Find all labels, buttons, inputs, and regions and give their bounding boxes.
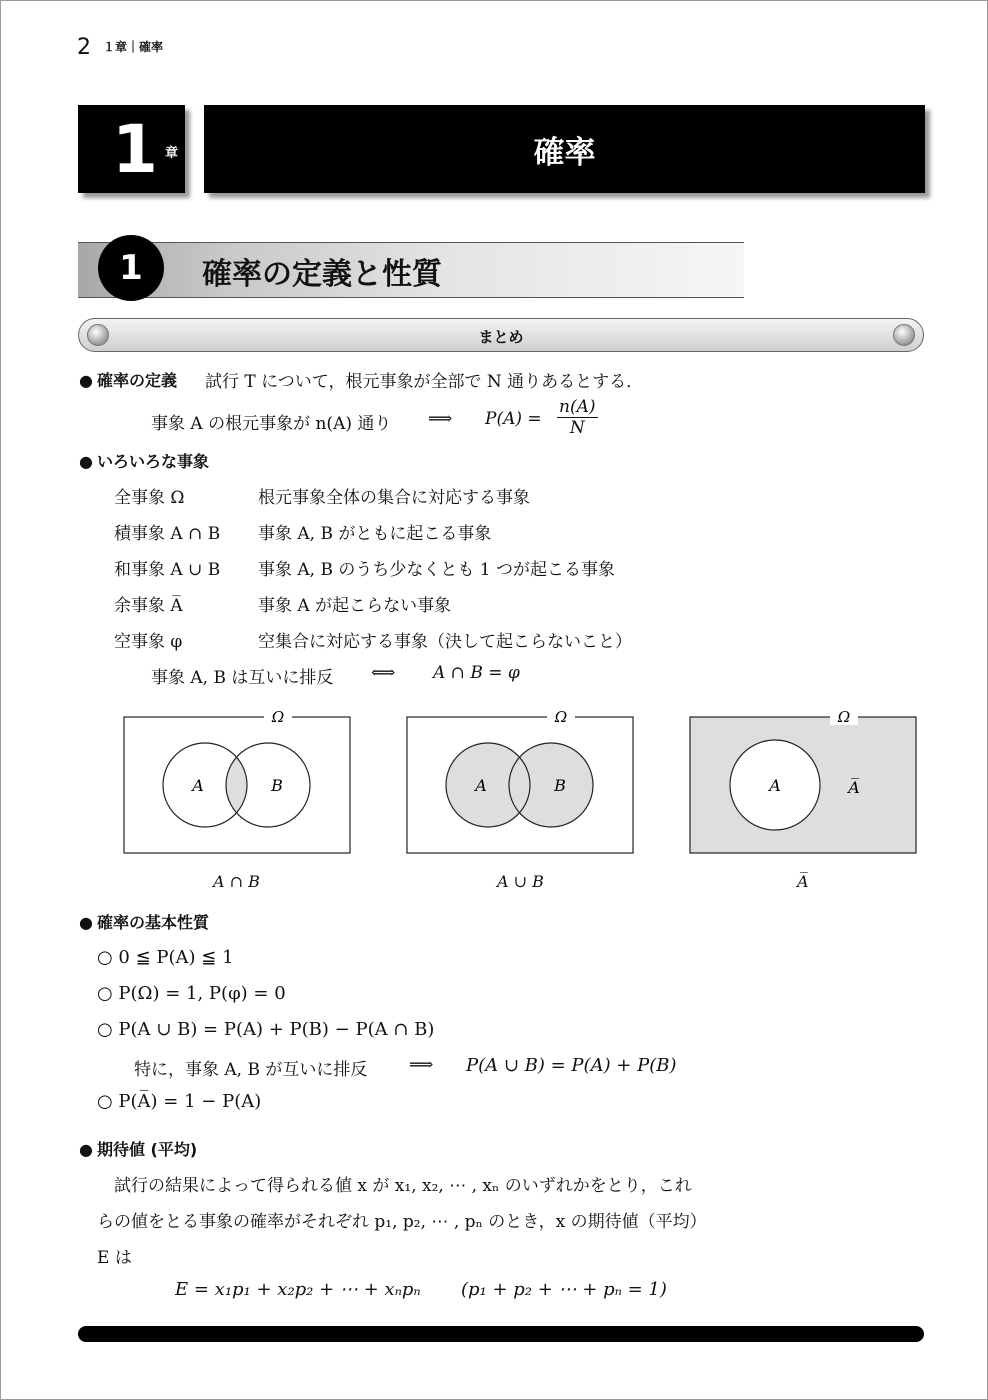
implies-arrow: ⟹ [409, 1055, 434, 1075]
section-title: 確率の定義と性質 [202, 257, 442, 292]
probability-fraction [557, 397, 598, 438]
property-item: ○ P(A̅) = 1 − P(A) [97, 1091, 262, 1112]
summary-label: まとめ [478, 328, 524, 346]
summary-bar [78, 318, 924, 352]
expectation-line-3: E は [97, 1248, 132, 1268]
event-desc: 根元事象全体の集合に対応する事象 [258, 488, 530, 508]
exclusive-right: A ∩ B = φ [433, 663, 520, 683]
chapter-title: 確率 [204, 105, 925, 193]
event-name: 積事象 A ∩ B [114, 524, 221, 544]
bullet-icon: ● [79, 371, 93, 390]
right-knob-icon [893, 324, 915, 346]
chapter-suffix: 章 [165, 146, 179, 161]
property-item: ○ P(Ω) = 1, P(φ) = 0 [97, 983, 286, 1004]
page-number: 2 [77, 35, 91, 60]
exclusive-left: 事象 A, B は互いに排反 [151, 668, 334, 688]
event-name: 空事象 φ [114, 632, 183, 652]
event-desc: 事象 A が起こらない事象 [258, 596, 452, 616]
expectation-heading: ● 期待値 (平均) [79, 1140, 198, 1159]
event-desc: 空集合に対応する事象（決して起こらないこと） [258, 632, 632, 652]
event-desc: 事象 A, B のうち少なくとも 1 つが起こる事象 [258, 560, 616, 580]
fraction-numerator: n(A) [559, 397, 596, 417]
bullet-icon: ● [79, 913, 93, 932]
set-a-label: A [769, 776, 781, 795]
definition-formula-left: 事象 A の根元事象が n(A) 通り [151, 414, 392, 434]
venn-caption: A ∪ B [497, 872, 544, 891]
universe-label: Ω [837, 708, 851, 726]
special-left: 特に，事象 A, B が互いに排反 [134, 1060, 368, 1080]
venn-caption: A ∩ B [213, 872, 260, 891]
definition-text: 試行 T について，根元事象が全部で N 通りあるとする． [205, 372, 644, 392]
set-b-label: B [271, 776, 283, 795]
set-a-label: A [475, 776, 487, 795]
expectation-condition: (p₁ + p₂ + ⋯ + pₙ = 1) [461, 1279, 667, 1300]
running-header [77, 35, 163, 60]
event-name: 余事象 A̅ [114, 596, 183, 616]
running-section-label: １章｜確率 [103, 40, 164, 54]
property-item: ○ 0 ≦ P(A) ≦ 1 [97, 947, 234, 968]
expectation-formula: E = x₁p₁ + x₂p₂ + ⋯ + xₙpₙ [175, 1279, 421, 1300]
expectation-line-1: 試行の結果によって得られる値 x が x₁, x₂, ⋯ , xₙ のいずれかをとり，これ [114, 1176, 692, 1196]
event-desc: 事象 A, B がともに起こる事象 [258, 524, 492, 544]
section-number: 1 [98, 235, 164, 301]
bottom-bar [78, 1326, 924, 1342]
venn-caption: A̅ [797, 872, 809, 891]
set-a-label: A [192, 776, 204, 795]
definition-heading: ● 確率の定義 [79, 371, 177, 390]
chapter-number: 1 [112, 111, 158, 188]
bullet-icon: ● [79, 1140, 93, 1159]
universe-label: Ω [554, 708, 568, 726]
probability-lhs: P(A) = [485, 409, 542, 429]
event-name: 全事象 Ω [114, 488, 185, 508]
complement-label: A̅ [848, 778, 860, 797]
properties-heading: ● 確率の基本性質 [79, 913, 209, 932]
bullet-icon: ● [79, 452, 93, 471]
fraction-denominator: N [569, 418, 585, 438]
chapter-number-box [78, 105, 185, 193]
events-heading: ● いろいろな事象 [79, 452, 209, 471]
set-b-label: B [554, 776, 566, 795]
event-name: 和事象 A ∪ B [114, 560, 221, 580]
universe-label: Ω [271, 708, 285, 726]
property-item: ○ P(A ∪ B) = P(A) + P(B) − P(A ∩ B) [97, 1019, 435, 1040]
venn-intersection [116, 707, 361, 862]
implies-arrow: ⟹ [428, 409, 453, 429]
expectation-line-2: らの値をとる事象の確率がそれぞれ p₁, p₂, ⋯ , pₙ のとき，x の期待値（平均） [97, 1212, 707, 1232]
special-right: P(A ∪ B) = P(A) + P(B) [466, 1055, 677, 1076]
venn-union [399, 707, 644, 862]
venn-complement [682, 707, 927, 862]
iff-arrow: ⟺ [371, 663, 396, 683]
